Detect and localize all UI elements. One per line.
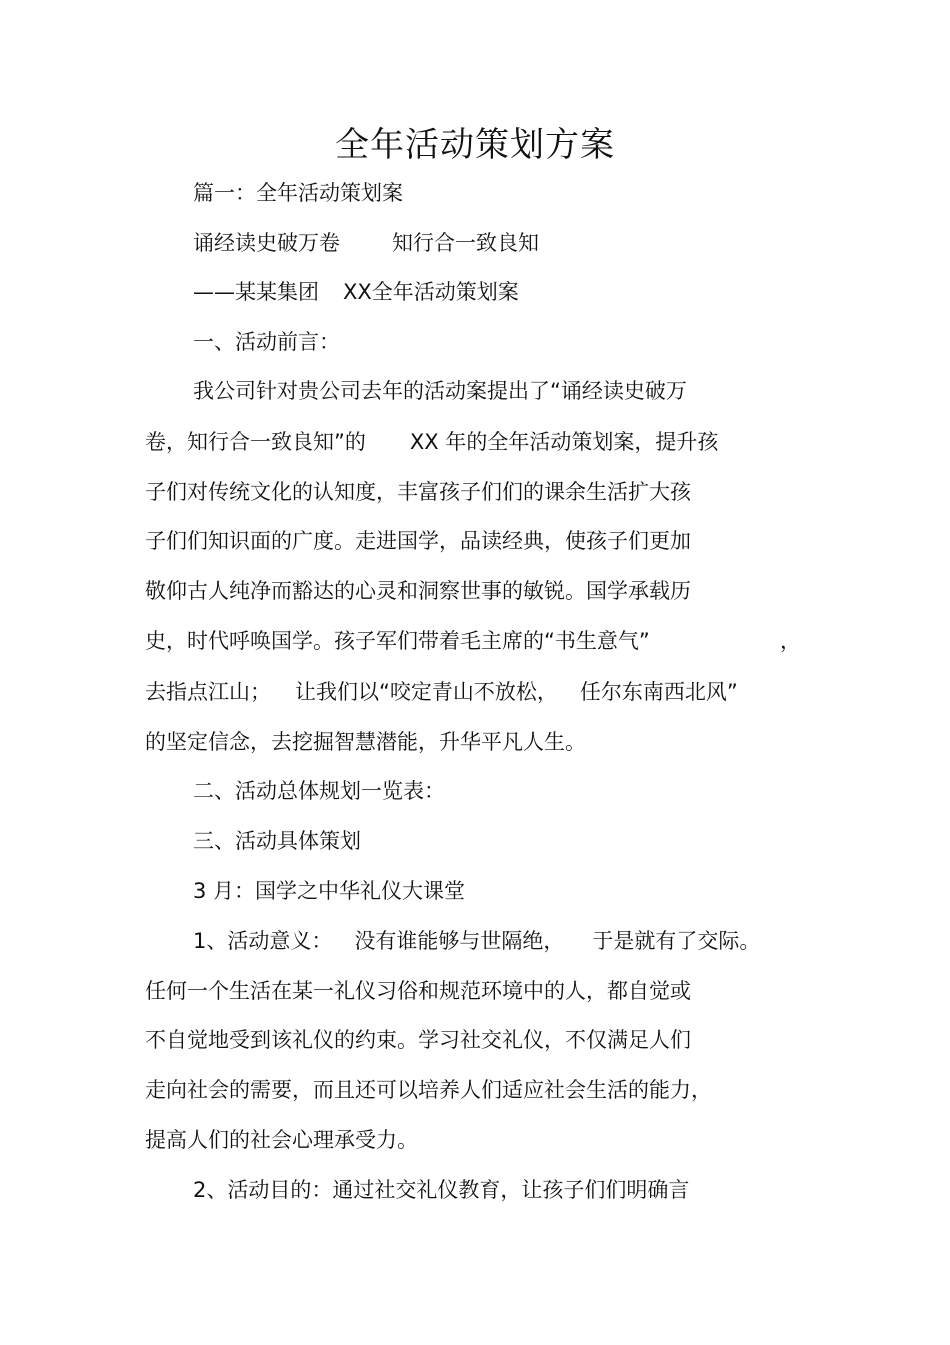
- paragraph-line: [145, 1125, 418, 1155]
- text-segment: 让我们以“咬定青山不放松，: [295, 680, 558, 704]
- paragraph-line: [193, 376, 687, 406]
- paragraph-line: [145, 976, 691, 1006]
- text-segment: 于是就有了交际。: [592, 929, 761, 953]
- text-segment: 卷，知行合一致良知”的: [145, 430, 366, 454]
- text-segment: 篇一：全年活动策划案: [193, 181, 403, 205]
- text-segment: 走向社会的需要，而且还可以培养人们适应社会生活的能力，: [145, 1078, 712, 1102]
- text-segment: 敬仰古人纯净而豁达的心灵和洞察世事的敏锐。国学承载历: [145, 579, 691, 603]
- text-segment: ——某某集团: [193, 280, 319, 304]
- document-title: 全年活动策划方案: [335, 125, 615, 165]
- text-segment: 一、活动前言：: [193, 330, 340, 354]
- text-segment: 的坚定信念，去挖掘智慧潜能，升华平凡人生。: [145, 730, 586, 754]
- paragraph-line: [193, 1175, 689, 1205]
- paragraph-line: [145, 526, 691, 556]
- text-segment: 二、活动总体规划一览表：: [193, 779, 445, 803]
- text-segment: 去指点江山；: [145, 680, 271, 704]
- text-segment: 提高人们的社会心理承受力。: [145, 1128, 418, 1152]
- section-heading: [193, 327, 340, 357]
- text-segment: 子们对传统文化的认知度，丰富孩子们们的课余生活扩大孩: [145, 480, 691, 504]
- paragraph-line: [145, 576, 691, 606]
- paragraph-line: [145, 1075, 712, 1105]
- paragraph-line: [145, 677, 738, 707]
- paragraph-line: [145, 727, 586, 757]
- text-segment: 三、活动具体策划: [193, 829, 361, 853]
- text-segment: 3 月：国学之中华礼仪大课堂: [193, 879, 466, 903]
- text-segment: 子们们知识面的广度。走进国学，品读经典，使孩子们更加: [145, 529, 691, 553]
- text-segment: 2、活动目的：通过社交礼仪教育，让孩子们们明确言: [193, 1178, 690, 1202]
- section-heading: [193, 826, 361, 856]
- text-segment: ，: [780, 629, 801, 653]
- text-segment: 没有谁能够与世隔绝，: [354, 929, 565, 953]
- text-segment: 不自觉地受到该礼仪的约束。学习社交礼仪，不仅满足人们: [145, 1028, 691, 1052]
- section-heading: [193, 776, 445, 806]
- text-segment: 我公司针对贵公司去年的活动案提出了“诵经读史破万: [193, 379, 687, 403]
- paragraph-line-tail: [780, 626, 801, 656]
- text-segment: 史，时代呼唤国学。孩子军们带着毛主席的“书生意气”: [145, 629, 650, 653]
- text-segment: 1、活动意义：: [193, 929, 333, 953]
- paragraph-line: [193, 228, 539, 258]
- text-segment: 任何一个生活在某一礼仪习俗和规范环境中的人，都自觉或: [145, 979, 691, 1003]
- text-segment: XX 年的全年活动策划案，提升孩: [409, 430, 719, 454]
- paragraph-line: [145, 477, 691, 507]
- text-segment: XX全年活动策划案: [343, 280, 519, 304]
- paragraph-line: [193, 926, 760, 956]
- paragraph-line: [193, 277, 519, 307]
- paragraph-line: [145, 626, 650, 656]
- paragraph-line: [145, 427, 718, 457]
- text-segment: 诵经读史破万卷: [193, 231, 340, 255]
- text-segment: 知行合一致良知: [392, 231, 539, 255]
- subsection-heading: [193, 876, 465, 906]
- paragraph-line: [193, 178, 403, 208]
- text-segment: 任尔东南西北风”: [579, 680, 738, 704]
- paragraph-line: [145, 1025, 691, 1055]
